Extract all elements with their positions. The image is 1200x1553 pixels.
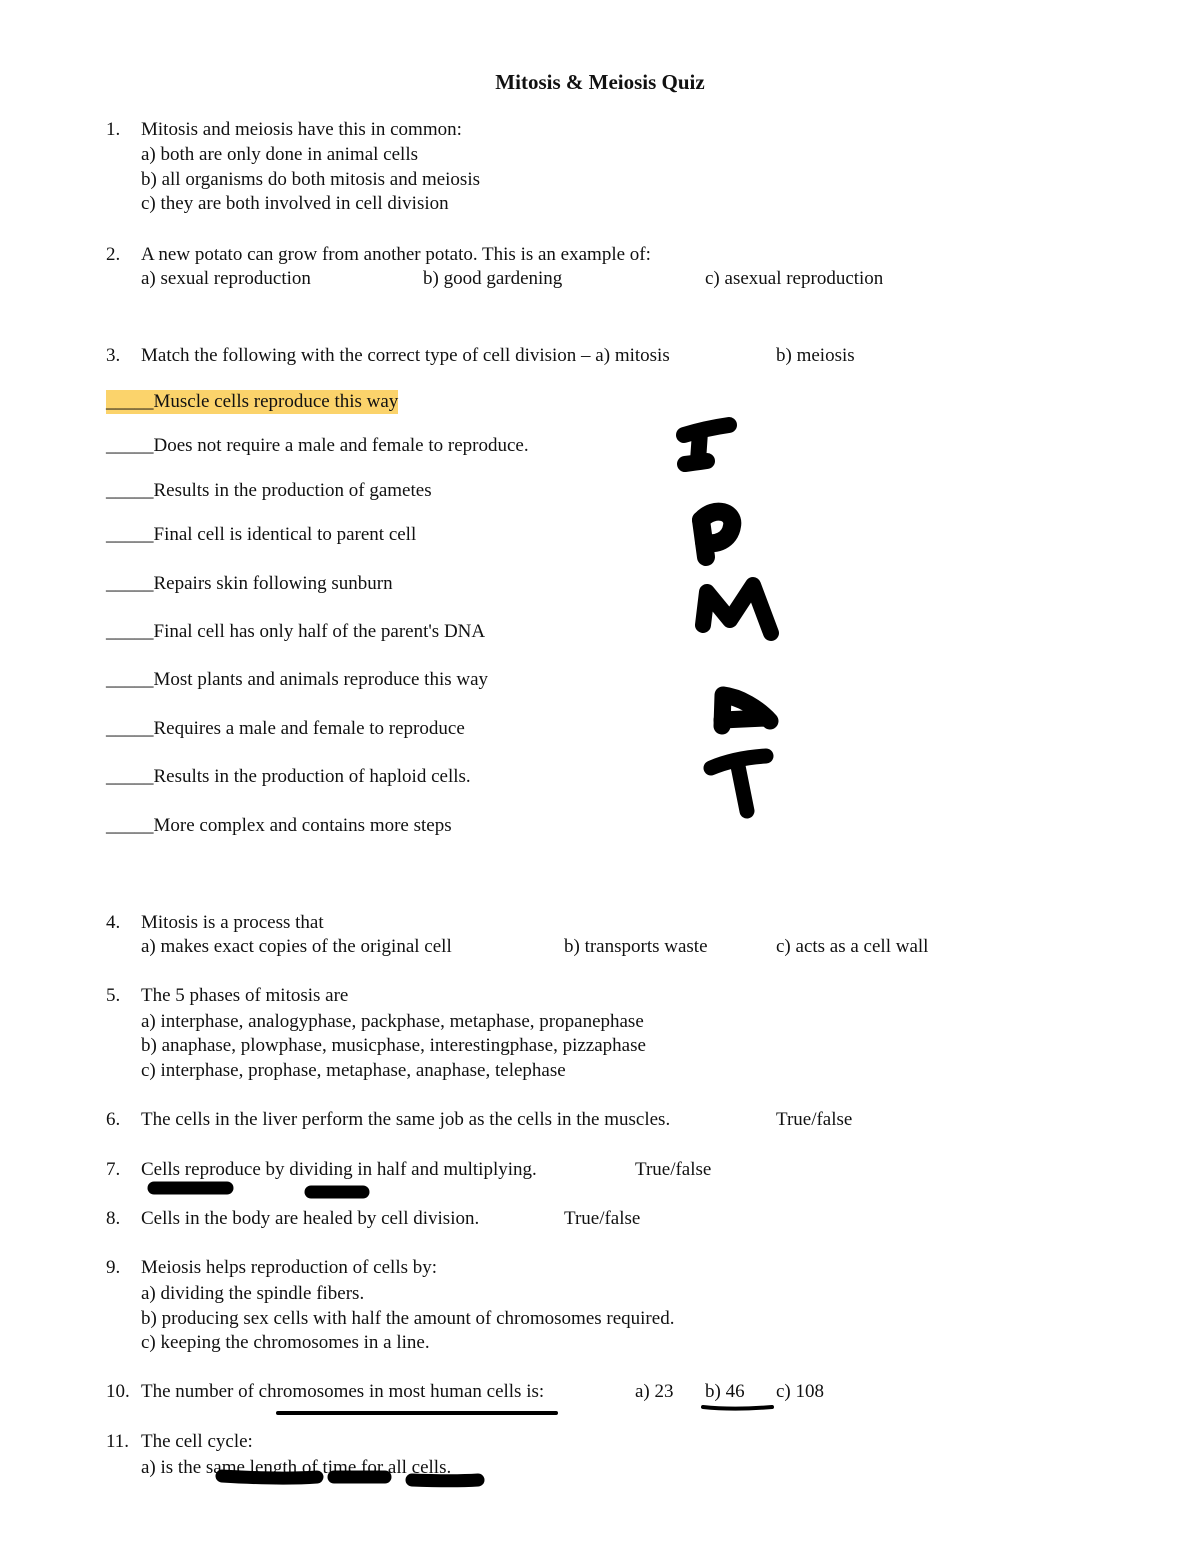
q8-number: 8.: [106, 1208, 121, 1229]
q10-option-c: c) 108: [776, 1381, 825, 1402]
q3-item-1: _____Muscle cells reproduce this way: [106, 391, 399, 412]
q4-text: Mitosis is a process that: [141, 912, 324, 933]
handwritten-letter-m: [703, 585, 771, 633]
q7-true-false: True/false: [635, 1159, 712, 1180]
q5-text: The 5 phases of mitosis are: [141, 985, 349, 1006]
q10-option-b: b) 46: [705, 1381, 745, 1402]
q5-option-c: c) interphase, prophase, metaphase, anaphase, telephase: [141, 1060, 566, 1081]
q5-number: 5.: [106, 985, 121, 1006]
q7-text: Cells reproduce by dividing in half and multiplying.: [141, 1159, 537, 1180]
q9-option-c: c) keeping the chromosomes in a line.: [141, 1332, 430, 1353]
handwritten-letter-p: [701, 512, 732, 557]
q10-number: 10.: [106, 1381, 130, 1402]
handwritten-thin-underlines: [278, 1407, 772, 1413]
q3-item-6: _____Final cell has only half of the parent's DNA: [106, 621, 486, 642]
page-title: Mitosis & Meiosis Quiz: [495, 70, 705, 94]
q2-text: A new potato can grow from another potato. This is an example of:: [141, 244, 651, 265]
q6-text: The cells in the liver perform the same job as the cells in the muscles.: [141, 1109, 671, 1130]
handwritten-letter-t: [711, 756, 766, 811]
q8-text: Cells in the body are healed by cell division.: [141, 1208, 480, 1229]
q9-text: Meiosis helps reproduction of cells by:: [141, 1257, 438, 1278]
q2-option-a: a) sexual reproduction: [141, 268, 311, 289]
handwritten-letter-a: [722, 695, 770, 726]
q11-text: The cell cycle:: [141, 1431, 253, 1452]
q10-option-a: a) 23: [635, 1381, 674, 1402]
q1-option-a: a) both are only done in animal cells: [141, 144, 418, 165]
q11-number: 11.: [106, 1431, 130, 1452]
q1-text: Mitosis and meiosis have this in common:: [141, 119, 462, 140]
q9-option-a: a) dividing the spindle fibers.: [141, 1283, 365, 1304]
q1-number: 1.: [106, 119, 121, 140]
q3-item-4: _____Final cell is identical to parent cell: [106, 524, 417, 545]
q2-option-b: b) good gardening: [423, 268, 563, 289]
q9-number: 9.: [106, 1257, 121, 1278]
q1-option-c: c) they are both involved in cell division: [141, 193, 449, 214]
q11-option-a: a) is the same length of time for all cells.: [141, 1457, 452, 1478]
q9-option-b: b) producing sex cells with half the amount of chromosomes required.: [141, 1308, 675, 1329]
q10-text: The number of chromosomes in most human cells is:: [141, 1381, 545, 1402]
q6-true-false: True/false: [776, 1109, 853, 1130]
q4-number: 4.: [106, 912, 121, 933]
q5-option-a: a) interphase, analogyphase, packphase, metaphase, propanephase: [141, 1011, 644, 1032]
q3-number: 3.: [106, 345, 121, 366]
q5-option-b: b) anaphase, plowphase, musicphase, interestingphase, pizzaphase: [141, 1035, 646, 1056]
q3-item-9: _____Results in the production of haploid cells.: [106, 766, 471, 787]
q3-option-b: b) meiosis: [776, 345, 855, 366]
q2-number: 2.: [106, 244, 121, 265]
q3-item-7: _____Most plants and animals reproduce this way: [106, 669, 489, 690]
handwritten-underline-marks: [154, 1188, 478, 1481]
q3-item-2: _____Does not require a male and female to reproduce.: [106, 435, 529, 456]
q8-true-false: True/false: [564, 1208, 641, 1229]
q3-item-8: _____Requires a male and female to reproduce: [106, 718, 465, 739]
q4-option-c: c) acts as a cell wall: [776, 936, 929, 957]
q2-option-c: c) asexual reproduction: [705, 268, 884, 289]
q3-item-3: _____Results in the production of gametes: [106, 480, 432, 501]
q4-option-b: b) transports waste: [564, 936, 708, 957]
q1-option-b: b) all organisms do both mitosis and meiosis: [141, 169, 481, 190]
q6-number: 6.: [106, 1109, 121, 1130]
q3-text: Match the following with the correct type of cell division – a) mitosis: [141, 345, 670, 366]
handwritten-letter-i: [684, 425, 729, 464]
q3-item-5: _____Repairs skin following sunburn: [106, 573, 393, 594]
q7-number: 7.: [106, 1159, 121, 1180]
q4-option-a: a) makes exact copies of the original cell: [141, 936, 452, 957]
q3-item-10: _____More complex and contains more steps: [106, 815, 452, 836]
